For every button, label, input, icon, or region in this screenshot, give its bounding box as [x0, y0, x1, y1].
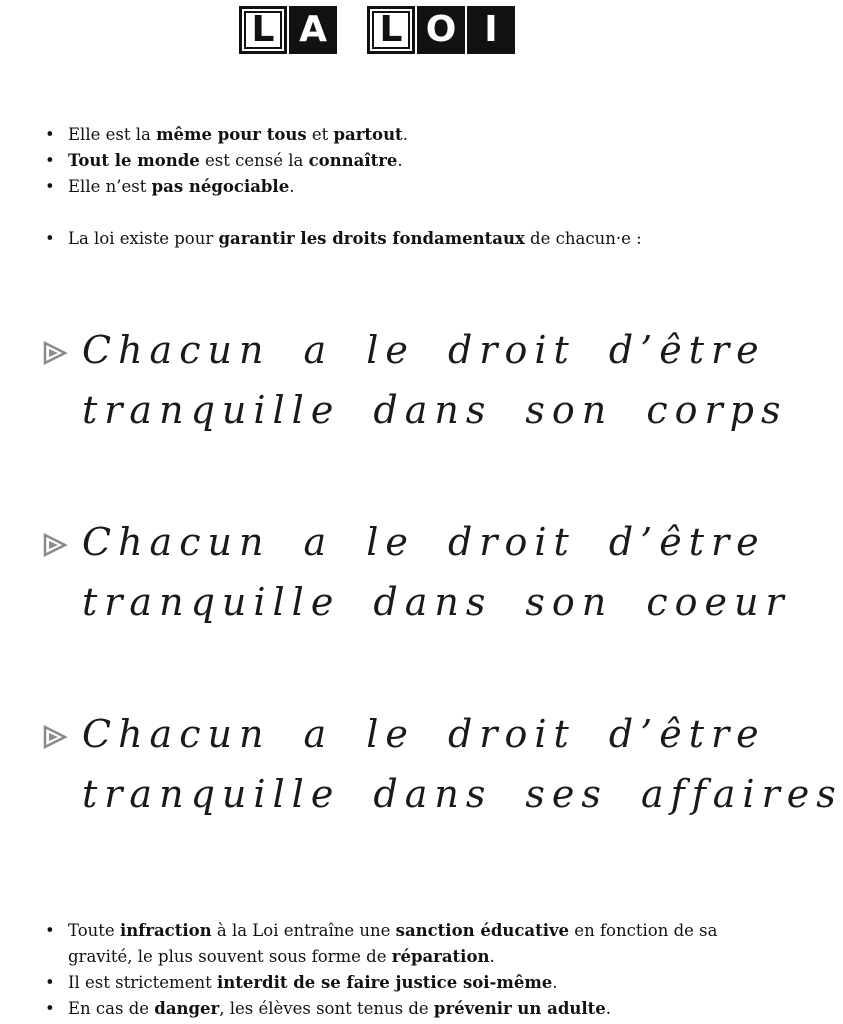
text-segment: est censé la — [199, 151, 309, 170]
right-line: tranquille dans ses affaires — [82, 772, 843, 816]
emphasis-text: même pour tous — [156, 125, 307, 144]
emphasis-text: sanction éducative — [395, 921, 570, 940]
emphasis-text: Tout le monde — [68, 151, 200, 170]
triangle-arrow-icon — [42, 724, 68, 750]
emphasis-text: infraction — [119, 921, 212, 940]
triangle-arrow-icon — [42, 340, 68, 366]
right-item — [40, 318, 788, 458]
right-item — [40, 702, 843, 842]
title-letter: A — [289, 6, 337, 54]
title-word-la — [239, 6, 337, 54]
text-segment: . — [552, 973, 558, 992]
text-segment: La loi existe pour — [68, 229, 219, 248]
right-line: tranquille dans son corps — [82, 388, 788, 432]
page-title — [0, 6, 754, 54]
emphasis-text: connaître — [308, 151, 398, 170]
right-line: Chacun a le droit d’être — [82, 328, 766, 372]
text-segment: , les élèves sont tenus de — [219, 999, 434, 1018]
right-line: Chacun a le droit d’être — [82, 712, 766, 756]
emphasis-text: réparation — [391, 947, 490, 966]
intro-bullet — [40, 122, 730, 148]
emphasis-text: danger — [154, 999, 220, 1018]
text-segment: de chacun·e : — [524, 229, 642, 248]
title-letter: I — [467, 6, 515, 54]
purpose-bullet — [40, 226, 730, 252]
right-line: Chacun a le droit d’être — [82, 520, 766, 564]
text-segment: et — [306, 125, 334, 144]
right-item — [40, 510, 791, 650]
text-segment: . — [402, 125, 408, 144]
triangle-arrow-icon — [42, 532, 68, 558]
title-letter: L — [367, 6, 415, 54]
emphasis-text: interdit de se faire justice soi-même — [216, 973, 553, 992]
emphasis-text: garantir les droits fondamentaux — [218, 229, 525, 248]
right-line: tranquille dans son coeur — [82, 580, 791, 624]
text-segment: En cas de — [68, 999, 155, 1018]
emphasis-text: prévenir un adulte — [433, 999, 606, 1018]
title-word-loi — [367, 6, 515, 54]
purpose-list — [40, 226, 730, 252]
text-segment: à la Loi entraîne une — [211, 921, 396, 940]
text-segment: . — [397, 151, 403, 170]
text-segment: Elle n’est — [68, 177, 152, 196]
text-segment: . — [289, 177, 295, 196]
intro-bullet — [40, 174, 730, 200]
rules-list — [40, 918, 730, 1022]
text-segment: en fonction de sa gravité, le plus souvent sous forme de — [68, 921, 718, 966]
text-segment: . — [489, 947, 495, 966]
text-segment: Il est strictement — [68, 973, 217, 992]
intro-bullet — [40, 148, 730, 174]
text-segment: Elle est la — [68, 125, 157, 144]
title-letter: O — [417, 6, 465, 54]
rules-bullet — [40, 996, 730, 1022]
rules-bullet — [40, 918, 730, 970]
rules-bullet — [40, 970, 730, 996]
emphasis-text: pas négociable — [151, 177, 290, 196]
text-segment: . — [605, 999, 612, 1018]
intro-list — [40, 122, 730, 200]
text-segment: Toute — [68, 921, 120, 940]
emphasis-text: partout — [333, 125, 403, 144]
title-letter: L — [239, 6, 287, 54]
